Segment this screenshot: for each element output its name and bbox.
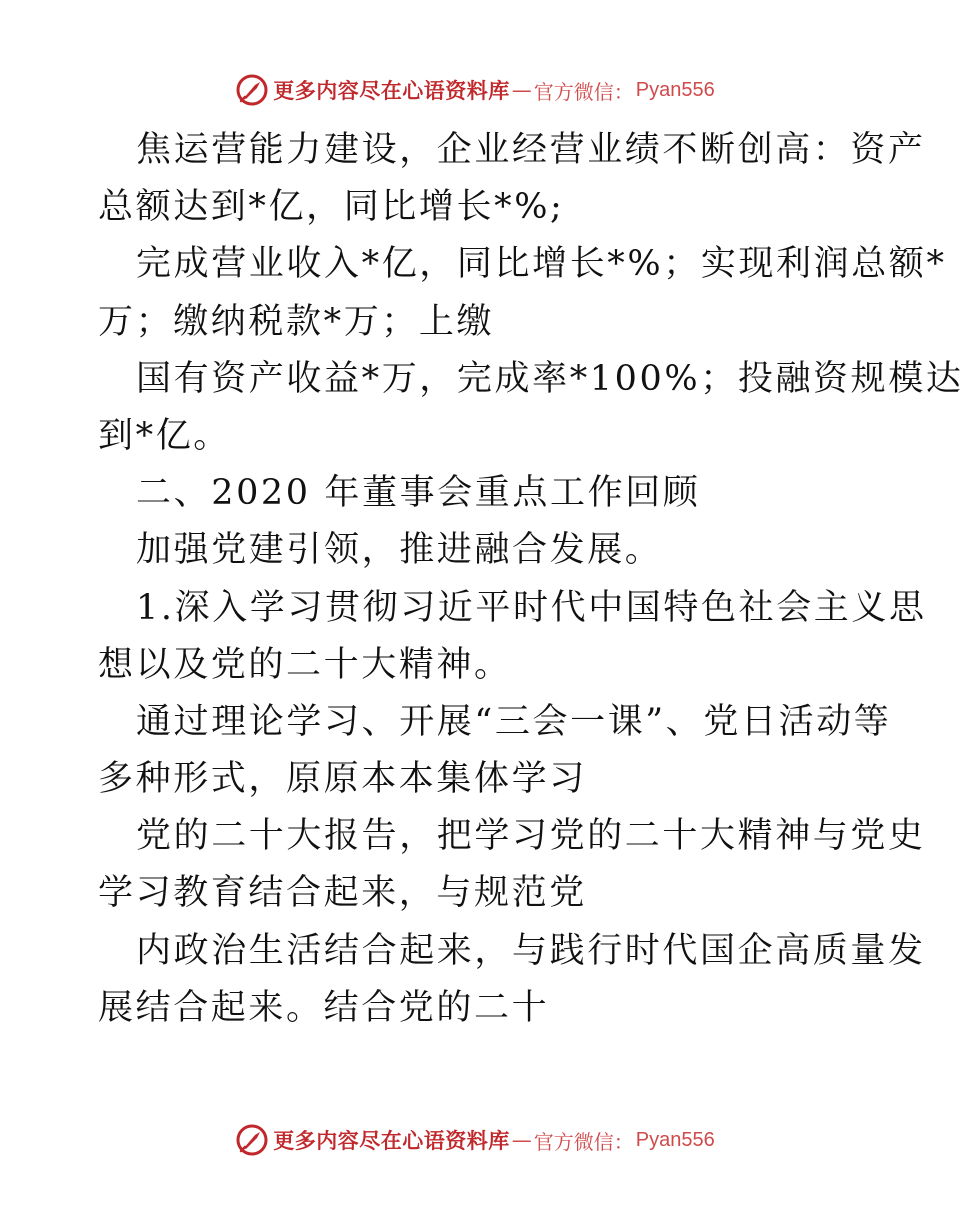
body-line: 内政治生活结合起来，与践行时代国企高质量发 (136, 930, 926, 971)
body-line: 想以及党的二十大精神。 (98, 644, 512, 685)
body-text (98, 122, 963, 1037)
footer-banner (0, 1120, 950, 1160)
pen-nib-icon (235, 1123, 269, 1157)
pen-nib-icon (235, 73, 269, 107)
body-line: 学习教育结合起来，与规范党 (98, 873, 587, 914)
body-line: 焦运营能力建设，企业经营业绩不断创高：资产 (136, 130, 926, 170)
footer-separator: — (511, 1128, 532, 1152)
section-heading: 二、2020 年董事会重点工作回顾 (136, 473, 701, 514)
footer-wechat-label: 官方微信： (533, 1129, 634, 1154)
header-brand-text: 更多内容尽在心语资料库 (273, 78, 510, 103)
body-line: 通过理论学习、开展“三会一课”、党日活动等 (136, 701, 892, 742)
body-line: 加强党建引领，推进融合发展。 (136, 530, 663, 571)
body-line: 总额达到*亿，同比增长*%; (98, 187, 565, 228)
header-separator: — (511, 78, 532, 102)
body-line: 多种形式，原原本本集体学习 (98, 759, 587, 800)
body-line: 党的二十大报告，把学习党的二十大精神与党史 (136, 816, 926, 857)
header-wechat-id: Pyan556 (635, 78, 715, 101)
body-line: 1.深入学习贯彻习近平时代中国特色社会主义思 (136, 587, 927, 628)
body-line: 万；缴纳税款*万；上缴 (98, 301, 495, 342)
header-banner (0, 70, 950, 110)
body-line: 国有资产收益*万，完成率*100%；投融资规模达 (136, 358, 963, 399)
footer-brand-text: 更多内容尽在心语资料库 (273, 1128, 510, 1153)
header-wechat-label: 官方微信： (533, 79, 634, 104)
footer-wechat-id: Pyan556 (635, 1128, 715, 1151)
body-line: 完成营业收入*亿，同比增长*%；实现利润总额* (136, 244, 947, 285)
body-line: 展结合起来。结合党的二十 (98, 987, 550, 1028)
body-line: 到*亿。 (98, 415, 231, 456)
